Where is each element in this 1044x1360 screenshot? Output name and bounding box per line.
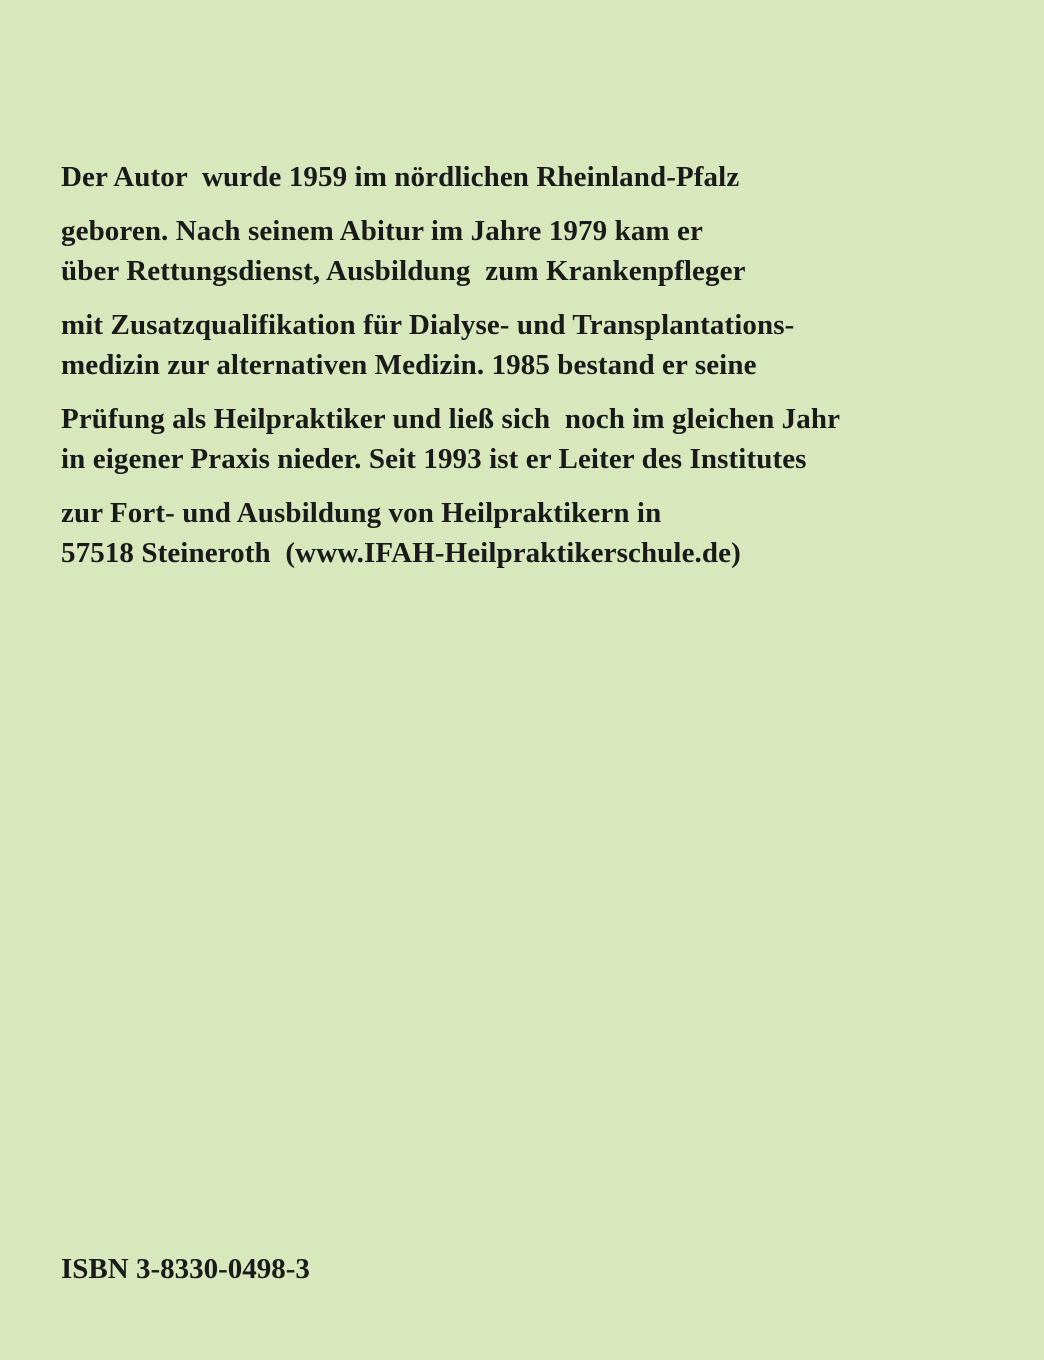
bio-line: Prüfung als Heilpraktiker und ließ sich noch im gleichen Jahr [61,403,841,435]
bio-line: zur Fort- und Ausbildung von Heilpraktikern in [61,497,662,529]
bio-line: über Rettungsdienst, Ausbildung zum Krankenpfleger [61,255,746,287]
bio-line: 57518 Steineroth (www.IFAH-Heilpraktikerschule.de) [61,537,741,569]
bio-line: medizin zur alternativen Medizin. 1985 bestand er seine [61,349,757,381]
bio-line: Der Autor wurde 1959 im nördlichen Rheinland-Pfalz [61,161,740,193]
bio-line: in eigener Praxis nieder. Seit 1993 ist er Leiter des Institutes [61,443,807,475]
bio-line: mit Zusatzqualifikation für Dialyse- und Transplantations- [61,309,795,341]
isbn-number: ISBN 3-8330-0498-3 [61,1253,310,1285]
bio-line: geboren. Nach seinem Abitur im Jahre 1979 kam er [61,215,703,247]
